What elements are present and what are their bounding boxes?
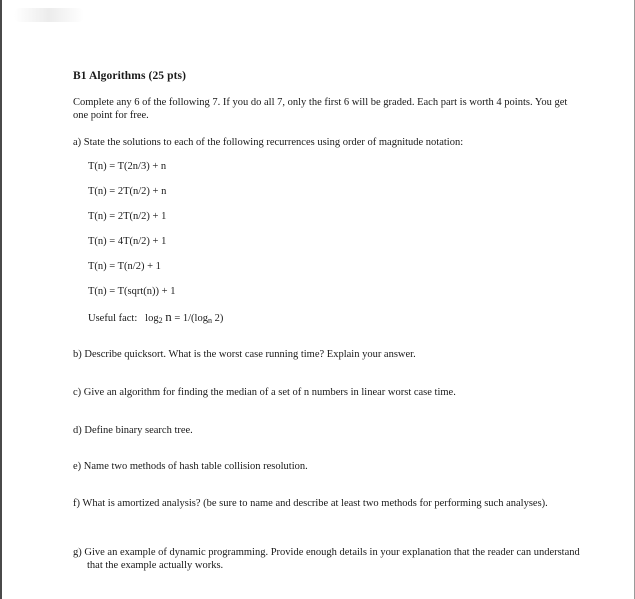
log-text: log: [145, 313, 159, 324]
useful-fact-label: Useful fact:: [88, 313, 138, 324]
log-tail: 2): [211, 313, 224, 324]
recurrence-5: T(n) = T(n/2) + 1: [88, 261, 161, 272]
log-base-2: 2: [158, 316, 163, 325]
log-base-n: n: [207, 316, 212, 325]
log-argument: n: [165, 309, 172, 324]
useful-fact: [88, 309, 223, 325]
page-left-edge: [0, 0, 2, 599]
log-equation: = 1/(log: [171, 313, 208, 324]
recurrence-2: T(n) = 2T(n/2) + n: [88, 186, 167, 197]
exam-title: B1 Algorithms (25 pts): [73, 70, 187, 82]
recurrence-4: T(n) = 4T(n/2) + 1: [88, 236, 167, 247]
recurrence-3: T(n) = 2T(n/2) + 1: [88, 211, 167, 222]
question-b: b) Describe quicksort. What is the worst case running time? Explain your answer.: [73, 349, 416, 360]
question-c: c) Give an algorithm for finding the median of a set of n numbers in linear worst case time.: [73, 387, 456, 398]
scan-artifact: [14, 8, 84, 22]
question-g: g) Give an example of dynamic programming. Provide enough details in your explanation that the reader can understand that the example actually works.: [73, 547, 580, 571]
question-d: d) Define binary search tree.: [73, 425, 193, 436]
recurrence-6: T(n) = T(sqrt(n)) + 1: [88, 286, 176, 297]
question-a: a) State the solutions to each of the following recurrences using order of magnitude notation:: [73, 137, 464, 148]
question-f: f) What is amortized analysis? (be sure to name and describe at least two methods for performing such analyses).: [73, 498, 548, 509]
recurrence-1: T(n) = T(2n/3) + n: [88, 161, 167, 172]
question-e: e) Name two methods of hash table collision resolution.: [73, 461, 308, 472]
instructions: Complete any 6 of the following 7. If you do all 7, only the first 6 will be graded. Each part is worth 4 points. You get one point for free.: [73, 97, 568, 121]
